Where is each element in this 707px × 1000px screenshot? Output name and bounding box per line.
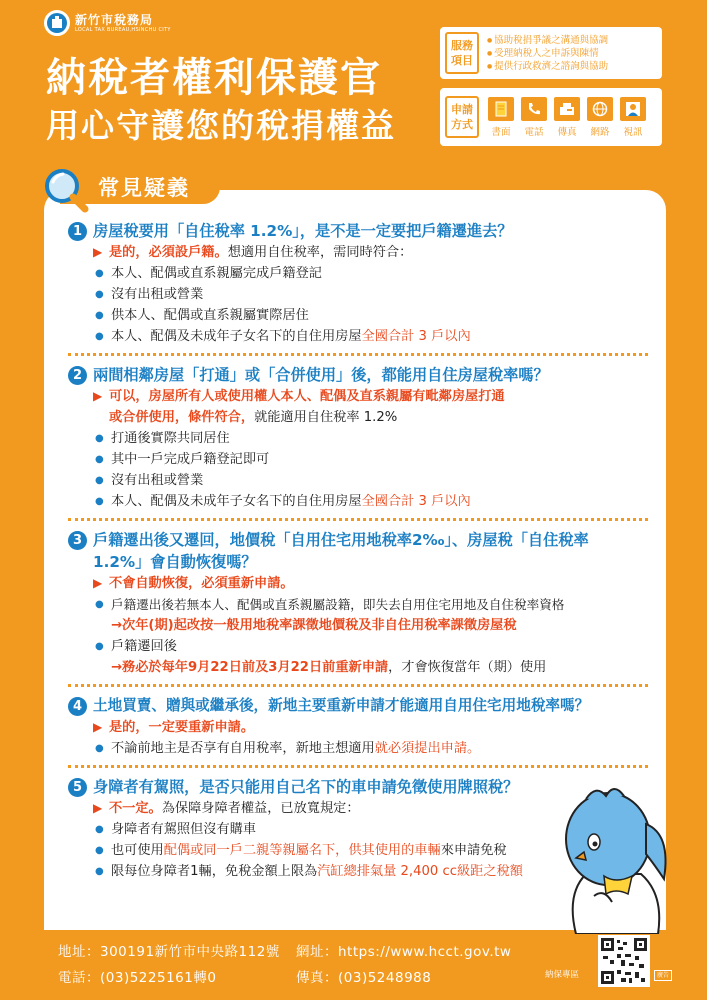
question-text: 房屋稅要用「自住稅率 1.2%」，是不是一定要把戶籍遷進去？ xyxy=(93,222,513,240)
triangle-bullet-icon: ▶ xyxy=(93,720,103,734)
dotted-divider xyxy=(68,765,648,768)
list-item: ● 本人、配偶及未成年子女名下的自住用房屋全國合計 3 戶以內 xyxy=(95,326,648,347)
dotted-divider xyxy=(68,518,648,521)
question-number-badge: 1 xyxy=(68,222,87,241)
agency-logo-icon xyxy=(44,10,70,36)
page-subtitle: 用心守護您的稅捐權益 xyxy=(46,106,396,145)
question-number-badge: 3 xyxy=(68,531,87,550)
method-label: 視訊 xyxy=(623,126,643,138)
method-fax xyxy=(553,97,581,138)
arrow-note: →務必於每年9月22日前及3月22日前重新申請，才會恢復當年（期）使用 xyxy=(111,660,547,675)
bullet-dot-icon: ● xyxy=(95,599,104,610)
method-label: 電話 xyxy=(524,126,544,138)
bullet-dot-icon: ● xyxy=(95,433,104,444)
agency-english-name: LOCAL TAX BUREAU,HSINCHU CITY xyxy=(75,26,171,33)
faq-question xyxy=(68,695,648,717)
list-item: ● 戶籍遷回後 xyxy=(95,636,648,657)
agency-name: 新竹市稅務局 xyxy=(75,12,154,27)
document-icon xyxy=(488,97,514,121)
method-web xyxy=(586,97,614,138)
footer-address: 地址：300191新竹市中央路112號 xyxy=(58,944,280,960)
answer-highlight: 不一定。 xyxy=(109,801,162,816)
fax-icon xyxy=(554,97,580,121)
list-item: ● 打通後實際共同居住 xyxy=(95,428,648,449)
dotted-divider xyxy=(68,684,648,687)
answer-text: 想適用自住稅率，需同時符合： xyxy=(227,245,413,260)
triangle-bullet-icon: ▶ xyxy=(93,389,103,403)
dotted-divider xyxy=(68,353,648,356)
bullet-dot-icon: ● xyxy=(95,866,104,877)
header xyxy=(0,0,707,170)
apply-label: 申請方式 xyxy=(445,96,479,138)
qr-label: 納保專區 xyxy=(545,970,580,980)
list-item: ● 本人、配偶或直系親屬完成戶籍登記 xyxy=(95,263,648,284)
faq-item-3 xyxy=(44,529,666,687)
list-item: ● 身障者有駕照但沒有購車 xyxy=(95,819,648,840)
question-text: 兩間相鄰房屋「打通」或「合併使用」後，都能用自住房屋稅率嗎？ xyxy=(93,366,549,384)
question-text: 土地買賣、贈與或繼承後，新地主要重新申請才能適用自用住宅用地稅率嗎？ xyxy=(93,697,590,714)
services-box xyxy=(440,27,662,79)
video-icon xyxy=(620,97,646,121)
bird-mascot-icon xyxy=(546,784,676,934)
triangle-bullet-icon: ▶ xyxy=(93,576,103,590)
answer-highlight: 不會自動恢復，必須重新申請。 xyxy=(109,576,294,591)
faq-sections xyxy=(44,220,666,882)
services-label: 服務項目 xyxy=(445,32,479,74)
answer-highlight: 是的，必須設戶籍。 xyxy=(109,245,228,260)
list-item: ● 沒有出租或營業 xyxy=(95,284,648,305)
list-item: ● 不論前地主是否享有自用稅率，新地主想適用就必須提出申請。 xyxy=(95,738,648,759)
answer-highlight: 是的，一定要重新申請。 xyxy=(109,720,255,735)
bullet-dot-icon: ● xyxy=(95,289,104,300)
service-item: ● 受理納稅人之申訴與陳情 xyxy=(487,47,608,60)
question-text: 戶籍遷出後又遷回，地價稅「自用住宅用地稅率2‰」、房屋稅「自住稅率 xyxy=(93,531,589,549)
question-number-badge: 5 xyxy=(68,778,87,797)
question-number-badge: 2 xyxy=(68,366,87,385)
question-number-badge: 4 xyxy=(68,697,87,716)
faq-question xyxy=(68,529,648,573)
list-item: ● 供本人、配偶或直系親屬實際居住 xyxy=(95,305,648,326)
bullet-dot-icon: ● xyxy=(95,268,104,279)
faq-answer xyxy=(93,386,648,512)
faq-item-2 xyxy=(44,364,666,521)
list-item: ● 也可使用配偶或同一戶二親等親屬名下，供其使用的車輛來申請免稅 xyxy=(95,840,648,861)
faq-question xyxy=(68,220,648,242)
phone-icon xyxy=(521,97,547,121)
footer-phone: 電話：(03)5225161轉0 xyxy=(58,970,217,986)
question-text: 身障者有駕照，是否只能用自己名下的車申請免徵使用牌照稅？ xyxy=(93,778,519,796)
service-item: ● 協助稅捐爭議之溝通與協調 xyxy=(487,34,608,47)
bullet-dot-icon: ● xyxy=(95,454,104,465)
method-document xyxy=(487,97,515,138)
faq-answer xyxy=(93,242,648,347)
bullet-dot-icon: ● xyxy=(95,845,104,856)
page-title: 納稅者權利保護官 xyxy=(46,55,382,101)
answer-highlight: 可以，房屋所有人或使用權人本人、配偶及直系親屬有毗鄰房屋打通 xyxy=(109,389,505,404)
list-item: ● 本人、配偶及未成年子女名下的自住用房屋全國合計 3 戶以內 xyxy=(95,491,648,512)
faq-question xyxy=(68,364,648,386)
services-list xyxy=(487,34,608,73)
bullet-dot-icon: ● xyxy=(95,743,104,754)
bullet-dot-icon: ● xyxy=(95,475,104,486)
triangle-bullet-icon: ▶ xyxy=(93,801,103,815)
ad-tag: 廣告 xyxy=(654,970,672,981)
qr-code-icon xyxy=(601,938,647,984)
triangle-bullet-icon: ▶ xyxy=(93,245,103,259)
faq-answer xyxy=(93,717,648,759)
faq-heading: 常見疑義 xyxy=(60,170,220,204)
faq-heading-banner xyxy=(0,170,230,204)
list-item: ● 沒有出租或營業 xyxy=(95,470,648,491)
faq-item-1 xyxy=(44,220,666,356)
list-item: ● 其中一戶完成戶籍登記即可 xyxy=(95,449,648,470)
question-text: 1.2%」會自動恢復嗎？ xyxy=(93,553,257,571)
bullet-dot-icon: ● xyxy=(95,496,104,507)
list-item: ● 限每位身障者1輛，免稅金額上限為汽缸總排氣量 2,400 cc級距之稅額 xyxy=(95,861,648,882)
service-item: ● 提供行政救濟之諮詢與協助 xyxy=(487,60,608,73)
list-item: ● 戶籍遷出後若無本人、配偶或直系親屬設籍，即失去自用住宅用地及自住稅率資格 xyxy=(95,594,648,615)
method-label: 傳真 xyxy=(557,126,577,138)
method-phone xyxy=(520,97,548,138)
faq-answer xyxy=(93,573,648,678)
footer-website[interactable]: 網址：https://www.hcct.gov.tw xyxy=(296,944,512,960)
bullet-dot-icon: ● xyxy=(95,310,104,321)
method-label: 網路 xyxy=(590,126,610,138)
answer-highlight: 或合併使用，條件符合， xyxy=(109,410,255,425)
answer-text: 就能適用自住稅率 1.2% xyxy=(254,410,398,425)
agency-brand xyxy=(44,10,171,36)
magnifier-icon xyxy=(40,164,90,214)
answer-text: 為保障身障者權益，已放寬規定： xyxy=(161,801,360,816)
apply-methods-box xyxy=(440,88,662,146)
method-label: 書面 xyxy=(491,126,511,138)
faq-item-4 xyxy=(44,695,666,768)
footer-fax: 傳真：(03)5248988 xyxy=(296,970,432,986)
method-video xyxy=(619,97,647,138)
qr-code[interactable] xyxy=(598,935,650,987)
globe-icon xyxy=(587,97,613,121)
arrow-note: →次年(期)起改按一般用地稅率課徵地價稅及非自住用稅率課徵房屋稅 xyxy=(111,618,517,633)
bullet-dot-icon: ● xyxy=(95,641,104,652)
bullet-dot-icon: ● xyxy=(95,331,104,342)
bullet-dot-icon: ● xyxy=(95,824,104,835)
